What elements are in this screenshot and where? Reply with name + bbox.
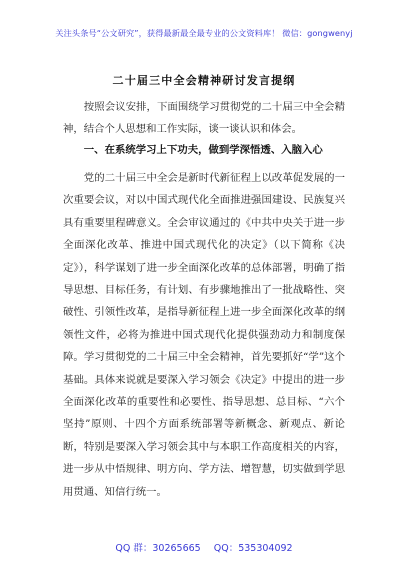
document-title: 二十届三中全会精神研讨发言提纲 bbox=[112, 74, 296, 87]
footer-qq-group: QQ 群：30265665 bbox=[115, 543, 201, 554]
section-body-paragraph: 党的二十届三中全会是新时代新征程上以改革促发展的一次重要会议，对以中国式现代化全面推进强国建设、民族复兴具有重要里程碑意义。全会审议通过的《中共中央关于进一步全面深化改革、推进中国式现代化的决定》（以下简称《决定》），科学谋划了进一步全面深化改革的总体部署，明确了指导思想、目标任务，有计划、有步骤地推出了一批战略性、突破性、引领性改革，是指导新征程上进一步全面深化改革的纲领性文件，必将为推进中国式现代化提供强劲动力和制度保障。学习贯彻党的二十届三中全会精神，首先要抓好“学”这个基础。具体来说就是要深入学习领会《决定》中提出的进一步全面深化改革的重要性和必要性、指导思想、总目标、“六个坚持”原则、十四个方面系统部署等新概念、新观点、新论断，特别是要深入学习领会其中与本职工作高度相关的内容，进一步从中悟规律、明方向、学方法、增智慧，切实做到学思用贯通、知信行统一。 bbox=[63, 172, 345, 498]
footer-contact bbox=[0, 540, 408, 554]
intro-paragraph: 按照会议安排，下面围绕学习贯彻党的二十届三中全会精神，结合个人思想和工作实际，谈一谈认识和体会。 bbox=[63, 101, 345, 135]
footer-qq: QQ：535304092 bbox=[213, 543, 293, 554]
header-banner bbox=[0, 28, 408, 39]
header-banner-text: 关注头条号“公文研究”，获得最新最全最专业的公文资料库！ 微信：gongwenyj bbox=[55, 28, 353, 38]
section-heading: 一、在系统学习上下功夫，做到学深悟透、入脑入心 bbox=[83, 144, 323, 156]
